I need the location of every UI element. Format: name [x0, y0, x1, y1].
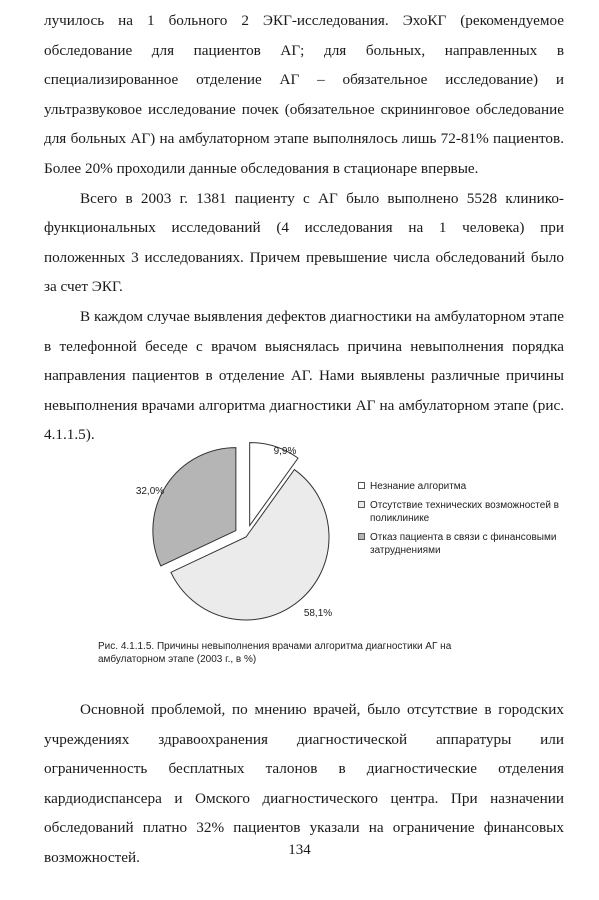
- paragraph: В каждом случае выявления дефектов диагностики на амбулаторном этапе в телефонной беседе с врачом выяснялась причина невыполнения порядка направления пациентов в отделение АГ. Нами выявлены различные причины невыполнения врачами алгоритма диагностики АГ на амбулаторном этапе (рис. 4.1.1.5).: [44, 307, 564, 444]
- figure-caption: Рис. 4.1.1.5. Причины невыполнения врачами алгоритма диагностики АГ на амбулаторном этапе (2003 г., в %): [98, 641, 452, 665]
- legend-label: Незнание алгоритма: [370, 481, 467, 492]
- legend-swatch: [358, 501, 365, 508]
- pie-data-label: 58,1%: [303, 608, 333, 619]
- legend-swatch: [358, 482, 365, 489]
- legend-label: Отсутствие технических возможностей в поликлинике: [370, 500, 559, 524]
- legend-item: [358, 499, 568, 525]
- paragraph: лучилось на 1 больного 2 ЭКГ-исследования. ЭхоКГ (рекомендуемое обследование для пациентов АГ; для больных, направленных в специализированное отделение АГ – обязательное исследование) и ультразвуковое исследование почек (обязательное скрининговое обследование для больных АГ) на амбулаторном этапе выполнялось лишь 72-81% пациентов. Более 20% проходили данные обследования в стационаре впервые.: [44, 12, 564, 177]
- legend-swatch: [358, 533, 365, 540]
- page-number: 134: [288, 842, 311, 858]
- legend-item: [358, 531, 568, 557]
- legend-item: [358, 480, 568, 493]
- paragraph: Всего в 2003 г. 1381 пациенту с АГ было выполнено 5528 клинико-функциональных исследований (4 исследования на 1 человека) при положенных 3 исследованиях. Причем превышение числа обследований было за счет ЭКГ.: [44, 189, 564, 296]
- pie-data-label: 32,0%: [135, 486, 165, 497]
- pie-slices: [153, 443, 329, 620]
- paragraph: Основной проблемой, по мнению врачей, было отсутствие в городских учреждениях здравоохранения диагностической аппаратуры или ограниченность бесплатных талонов в диагностические отделения кардиодиспансера и Омского диагностического центра. При назначении обследований платно 32% пациентов указали на ограничение финансовых возможностей.: [44, 701, 564, 866]
- pie-data-label: 9,9%: [273, 446, 297, 457]
- chart-legend: [358, 480, 568, 563]
- legend-label: Отказ пациента в связи с финансовыми затруднениями: [370, 532, 557, 556]
